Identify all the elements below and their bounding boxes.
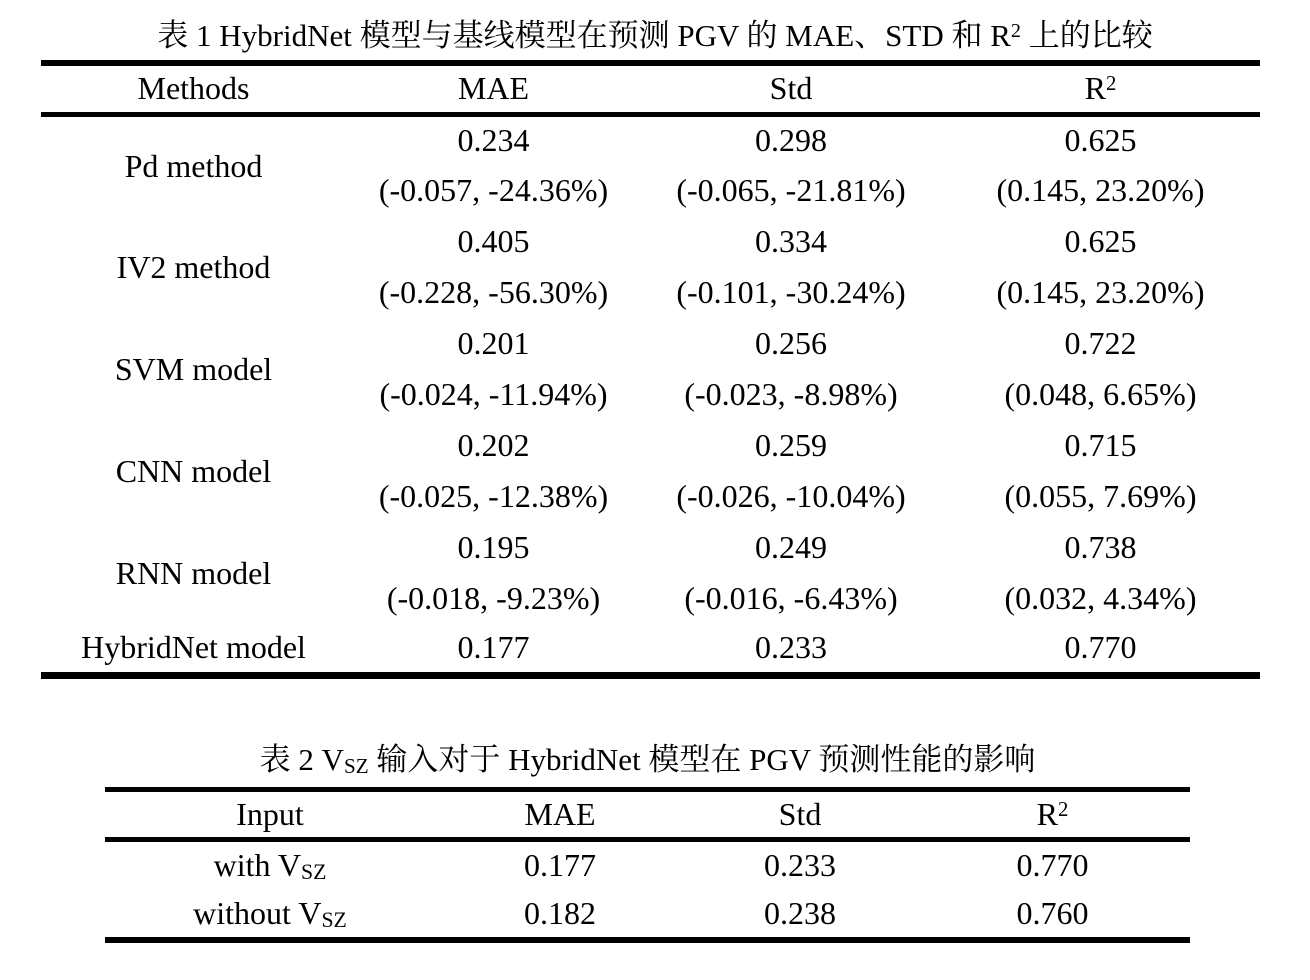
input-label-subscript: SZ: [301, 860, 327, 885]
mae-change-cell: (-0.024, -11.94%): [379, 376, 608, 412]
method-cell: RNN model: [115, 554, 272, 591]
std-change-cell: (-0.026, -10.04%): [676, 478, 906, 514]
r2-change-cell: (0.145, 23.20%): [996, 274, 1205, 310]
r2-value-cell: 0.760: [1016, 894, 1089, 931]
table2-container: [105, 787, 1190, 943]
r2-value-cell: 0.625: [1064, 223, 1137, 259]
r2-value-cell: 0.722: [1064, 325, 1137, 361]
mae-change-cell: (-0.018, -9.23%): [386, 580, 601, 616]
table2-body: [105, 840, 1190, 940]
mae-value-cell: 0.177: [457, 629, 530, 666]
table-row: [41, 216, 1260, 267]
r2-value-cell: 0.625: [1064, 122, 1137, 159]
std-change-cell: (-0.023, -8.98%): [684, 376, 898, 412]
header-r2-base: R: [1036, 796, 1058, 832]
std-change-cell: (-0.101, -30.24%): [676, 274, 906, 310]
table1-header: [41, 63, 1260, 114]
table1-caption-text: 表 1 HybridNet 模型与基线模型在预测 PGV 的 MAE、STD 和 R: [157, 18, 1011, 53]
r2-change-cell: (0.032, 4.34%): [1004, 580, 1197, 616]
mae-change-cell: (-0.057, -24.36%): [378, 172, 609, 208]
mae-value-cell: 0.182: [524, 894, 596, 931]
header-mae: MAE: [524, 796, 596, 832]
r2-value-cell: 0.715: [1064, 427, 1137, 463]
table1: [41, 60, 1260, 679]
table2-caption-text: 表 2 V: [259, 742, 344, 777]
table1-caption: [0, 16, 1310, 56]
table-header-row: [105, 790, 1190, 840]
std-value-cell: 0.233: [755, 629, 827, 666]
table-row: [41, 318, 1260, 369]
table2-caption-subscript: SZ: [343, 753, 369, 778]
table1-caption-text-after: 上的比较: [1021, 18, 1153, 53]
r2-value-cell: 0.738: [1064, 529, 1137, 565]
mae-value-cell: 0.234: [457, 122, 530, 159]
table-row: [41, 624, 1260, 675]
std-value-cell: 0.249: [755, 529, 827, 565]
header-methods: Methods: [137, 70, 250, 107]
table-row: [105, 890, 1190, 940]
table-row: [105, 840, 1190, 890]
mae-value-cell: 0.195: [457, 529, 530, 565]
std-value-cell: 0.233: [764, 847, 836, 884]
r2-change-cell: (0.145, 23.20%): [996, 172, 1205, 208]
header-r2-base: R: [1084, 70, 1106, 107]
mae-value-cell: 0.201: [457, 325, 530, 361]
mae-value-cell: 0.202: [457, 427, 530, 463]
table1-caption-superscript: 2: [1010, 19, 1021, 42]
input-cell: [105, 890, 435, 940]
input-cell: [105, 840, 435, 890]
mae-change-cell: (-0.228, -56.30%): [378, 274, 609, 310]
method-cell: HybridNet model: [81, 629, 306, 666]
table1-container: [41, 60, 1260, 679]
table-row: [41, 522, 1260, 573]
header-r2: [941, 63, 1260, 114]
method-cell: CNN model: [115, 452, 272, 489]
std-change-cell: (-0.065, -21.81%): [676, 172, 906, 208]
std-value-cell: 0.334: [755, 223, 827, 259]
table2-header: [105, 790, 1190, 840]
mae-change-cell: (-0.025, -12.38%): [378, 478, 609, 514]
header-input: Input: [236, 796, 304, 832]
r2-value-cell: 0.770: [1064, 629, 1137, 666]
input-label: without V: [193, 894, 322, 931]
header-r2: [915, 790, 1190, 840]
table1-body: [41, 114, 1260, 675]
header-std: Std: [778, 796, 822, 832]
std-value-cell: 0.259: [755, 427, 827, 463]
std-value-cell: 0.238: [764, 894, 836, 931]
std-change-cell: (-0.016, -6.43%): [684, 580, 898, 616]
mae-value-cell: 0.177: [524, 847, 596, 884]
r2-change-cell: (0.048, 6.65%): [1004, 376, 1197, 412]
header-r2-superscript: 2: [1105, 71, 1117, 95]
r2-change-cell: (0.055, 7.69%): [1004, 478, 1197, 514]
mae-value-cell: 0.405: [457, 223, 530, 259]
table2: [105, 787, 1190, 943]
table2-caption-text-after: 输入对于 HybridNet 模型在 PGV 预测性能的影响: [368, 742, 1036, 777]
std-value-cell: 0.256: [755, 325, 827, 361]
table2-caption: [105, 740, 1190, 780]
header-r2-superscript: 2: [1057, 797, 1069, 821]
table-header-row: [41, 63, 1260, 114]
r2-value-cell: 0.770: [1016, 847, 1089, 884]
std-value-cell: 0.298: [755, 122, 827, 159]
table-row: [41, 420, 1260, 471]
header-mae: MAE: [457, 70, 530, 107]
header-std: Std: [769, 70, 813, 107]
input-label: with V: [213, 847, 302, 884]
table-row: [41, 114, 1260, 165]
method-cell: IV2 method: [116, 248, 271, 285]
input-label-subscript: SZ: [321, 907, 347, 932]
method-cell: Pd method: [124, 147, 263, 184]
method-cell: SVM model: [114, 350, 273, 387]
